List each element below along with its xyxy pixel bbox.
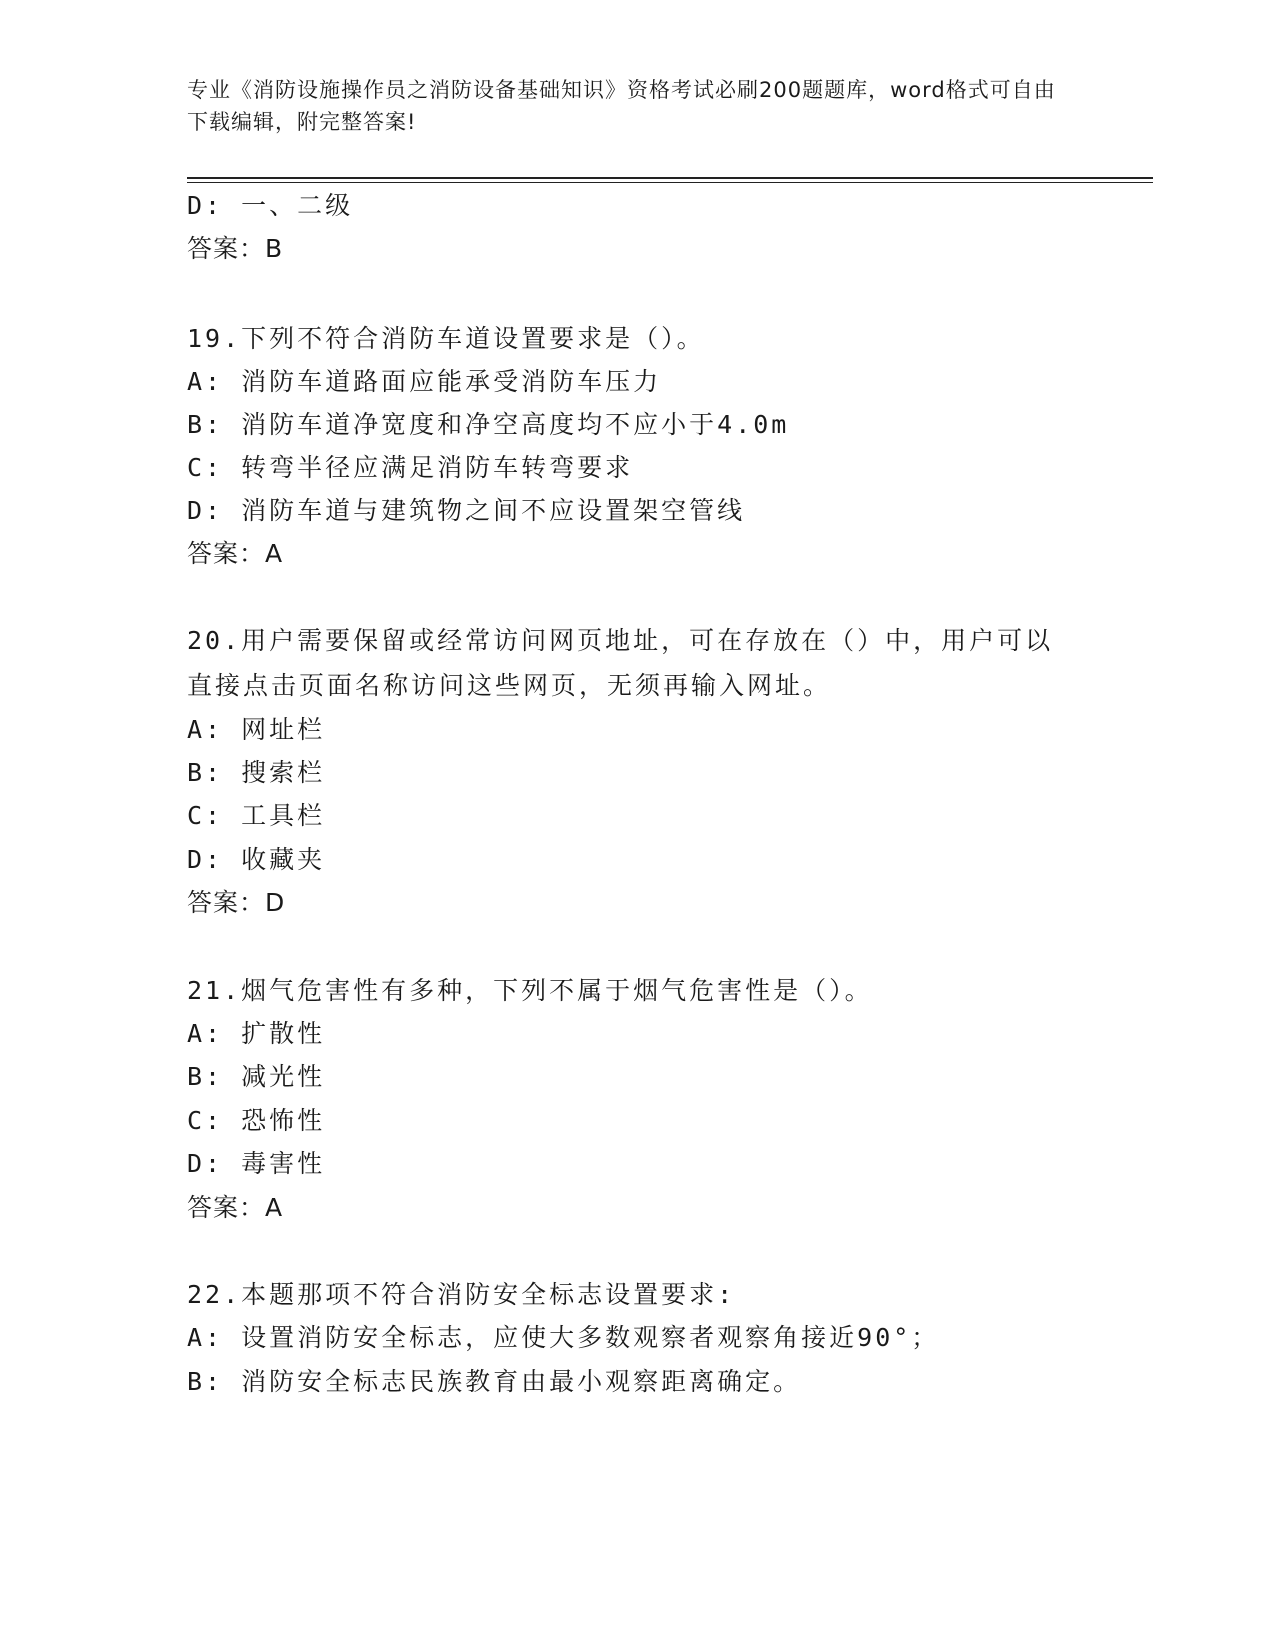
- q21-option-b: B: 减光性: [187, 1062, 326, 1091]
- q19-option-a: A: 消防车道路面应能承受消防车压力: [187, 367, 662, 396]
- q22-stem: 22.本题那项不符合消防安全标志设置要求:: [187, 1280, 736, 1309]
- q19-answer: 答案：A: [187, 539, 284, 568]
- q20-stem-line1: 20.用户需要保留或经常访问网页地址，可在存放在（）中，用户可以: [187, 626, 1054, 655]
- q20-answer: 答案：D: [187, 888, 286, 917]
- q20-option-b: B: 搜索栏: [187, 758, 326, 787]
- page-header: 专业《消防设施操作员之消防设备基础知识》资格考试必刷200题题库，word格式可自由下载编辑，附完整答案!: [187, 78, 1056, 134]
- q19-option-b: B: 消防车道净宽度和净空高度均不应小于4.0m: [187, 410, 790, 439]
- q19-option-c: C: 转弯半径应满足消防车转弯要求: [187, 453, 634, 482]
- q20-stem-line2: 直接点击页面名称访问这些网页，无须再输入网址。: [187, 671, 832, 700]
- prev-answer: 答案：B: [187, 234, 284, 263]
- q21-option-c: C: 恐怖性: [187, 1106, 326, 1135]
- q20-option-d: D: 收藏夹: [187, 845, 326, 874]
- q21-option-a: A: 扩散性: [187, 1019, 326, 1048]
- q21-stem: 21.烟气危害性有多种，下列不属于烟气危害性是（）。: [187, 976, 873, 1005]
- prev-option-d: D: 一、二级: [187, 191, 354, 220]
- q20-option-c: C: 工具栏: [187, 801, 326, 830]
- q19-stem: 19.下列不符合消防车道设置要求是（）。: [187, 324, 705, 353]
- q19-option-d: D: 消防车道与建筑物之间不应设置架空管线: [187, 496, 746, 525]
- q22-option-b: B: 消防安全标志民族教育由最小观察距离确定。: [187, 1367, 802, 1396]
- header-rule: [187, 177, 1153, 183]
- q21-option-d: D: 毒害性: [187, 1149, 326, 1178]
- q21-answer: 答案：A: [187, 1193, 284, 1222]
- q20-option-a: A: 网址栏: [187, 715, 326, 744]
- q22-option-a: A: 设置消防安全标志，应使大多数观察者观察角接近90°；: [187, 1323, 940, 1352]
